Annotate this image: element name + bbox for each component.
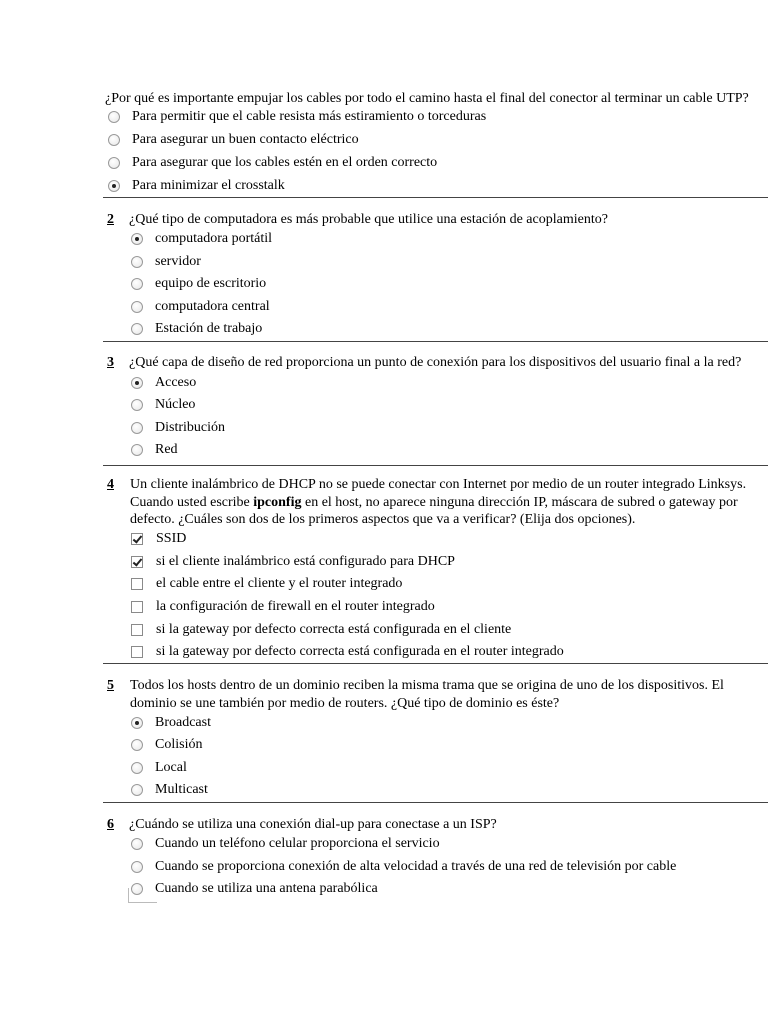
radio-button-icon[interactable]	[131, 861, 143, 873]
option-label: Núcleo	[155, 397, 196, 412]
question-number: 5	[107, 678, 114, 693]
checkbox-icon[interactable]	[131, 624, 143, 636]
option-label: Para minimizar el crosstalk	[132, 178, 285, 193]
radio-button-icon[interactable]	[131, 444, 143, 456]
question-text-line: defecto. ¿Cuáles son dos de los primeros aspectos que va a verificar? (Elija dos opciones).	[130, 512, 636, 527]
option-label: SSID	[156, 531, 187, 546]
option-label: la configuración de firewall en el router integrado	[156, 599, 435, 614]
radio-button-icon[interactable]	[131, 399, 143, 411]
option-label: Para asegurar que los cables estén en el orden correcto	[132, 155, 438, 170]
option-label: computadora central	[155, 299, 270, 314]
radio-button-icon[interactable]	[131, 323, 143, 335]
question-text-line	[130, 494, 738, 512]
option-label: computadora portátil	[155, 231, 273, 246]
option-label: Distribución	[155, 420, 225, 435]
checkbox-icon[interactable]	[131, 578, 143, 590]
option-label: servidor	[155, 254, 201, 269]
checkbox-icon[interactable]	[131, 646, 143, 658]
question-text: ¿Por qué es importante empujar los cables por todo el camino hasta el final del conector al terminar un cable UTP?	[105, 91, 749, 106]
radio-button-icon[interactable]	[131, 784, 143, 796]
radio-selected-icon[interactable]	[131, 377, 143, 389]
text-fragment: Cuando usted escribe	[130, 495, 254, 510]
radio-button-icon[interactable]	[131, 838, 143, 850]
question-text: ¿Qué capa de diseño de red proporciona un punto de conexión para los dispositivos del usuario final a la red?	[129, 355, 742, 370]
option-label: si la gateway por defecto correcta está configurada en el cliente	[156, 622, 512, 637]
option-label: Acceso	[155, 375, 197, 390]
radio-selected-icon[interactable]	[131, 717, 143, 729]
radio-button-icon[interactable]	[108, 111, 120, 123]
question-text: ¿Qué tipo de computadora es más probable que utilice una estación de acoplamiento?	[129, 212, 608, 227]
option-label: Cuando un teléfono celular proporciona el servicio	[155, 836, 440, 851]
checkbox-icon[interactable]	[131, 601, 143, 613]
radio-button-icon[interactable]	[108, 134, 120, 146]
radio-selected-icon[interactable]	[108, 180, 120, 192]
form-frame-edge	[128, 888, 157, 903]
option-label: Local	[155, 760, 187, 775]
checkbox-checked-icon[interactable]	[131, 533, 143, 545]
question-number: 4	[107, 477, 114, 492]
radio-button-icon[interactable]	[131, 762, 143, 774]
radio-button-icon[interactable]	[131, 301, 143, 313]
option-label: equipo de escritorio	[155, 276, 267, 291]
question-number: 3	[107, 355, 114, 370]
option-label: Colisión	[155, 737, 203, 752]
radio-button-icon[interactable]	[131, 256, 143, 268]
option-label: Broadcast	[155, 715, 211, 730]
divider	[103, 197, 768, 198]
radio-button-icon[interactable]	[108, 157, 120, 169]
radio-button-icon[interactable]	[131, 739, 143, 751]
option-label: Para asegurar un buen contacto eléctrico	[132, 132, 359, 147]
option-label: Cuando se utiliza una antena parabólica	[155, 881, 378, 896]
option-label: Multicast	[155, 782, 208, 797]
option-label: Cuando se proporciona conexión de alta velocidad a través de una red de televisión por cable	[155, 859, 677, 874]
question-text-line: Un cliente inalámbrico de DHCP no se puede conectar con Internet por medio de un router integrado Linksys.	[130, 477, 747, 492]
question-text-line: dominio se une también por medio de routers. ¿Qué tipo de dominio es éste?	[130, 696, 560, 711]
option-label: Red	[155, 442, 178, 457]
question-number: 2	[107, 212, 114, 227]
command-keyword: ipconfig	[253, 495, 302, 510]
radio-selected-icon[interactable]	[131, 233, 143, 245]
divider	[103, 802, 768, 803]
option-label: Estación de trabajo	[155, 321, 263, 336]
option-label: Para permitir que el cable resista más estiramiento o torceduras	[132, 109, 487, 124]
question-text: ¿Cuándo se utiliza una conexión dial-up para conectase a un ISP?	[129, 817, 497, 832]
checkbox-checked-icon[interactable]	[131, 556, 143, 568]
text-fragment: en el host, no aparece ninguna dirección IP, máscara de subred o gateway por	[301, 495, 738, 510]
option-label: si el cliente inalámbrico está configurado para DHCP	[156, 554, 455, 569]
divider	[103, 663, 768, 664]
option-label: el cable entre el cliente y el router integrado	[156, 576, 403, 591]
radio-button-icon[interactable]	[131, 422, 143, 434]
question-text-line: Todos los hosts dentro de un dominio reciben la misma trama que se origina de uno de los dispositivos. El	[130, 678, 724, 693]
question-number: 6	[107, 817, 114, 832]
divider	[103, 465, 768, 466]
option-label: si la gateway por defecto correcta está configurada en el router integrado	[156, 644, 564, 659]
divider	[103, 341, 768, 342]
radio-button-icon[interactable]	[131, 278, 143, 290]
